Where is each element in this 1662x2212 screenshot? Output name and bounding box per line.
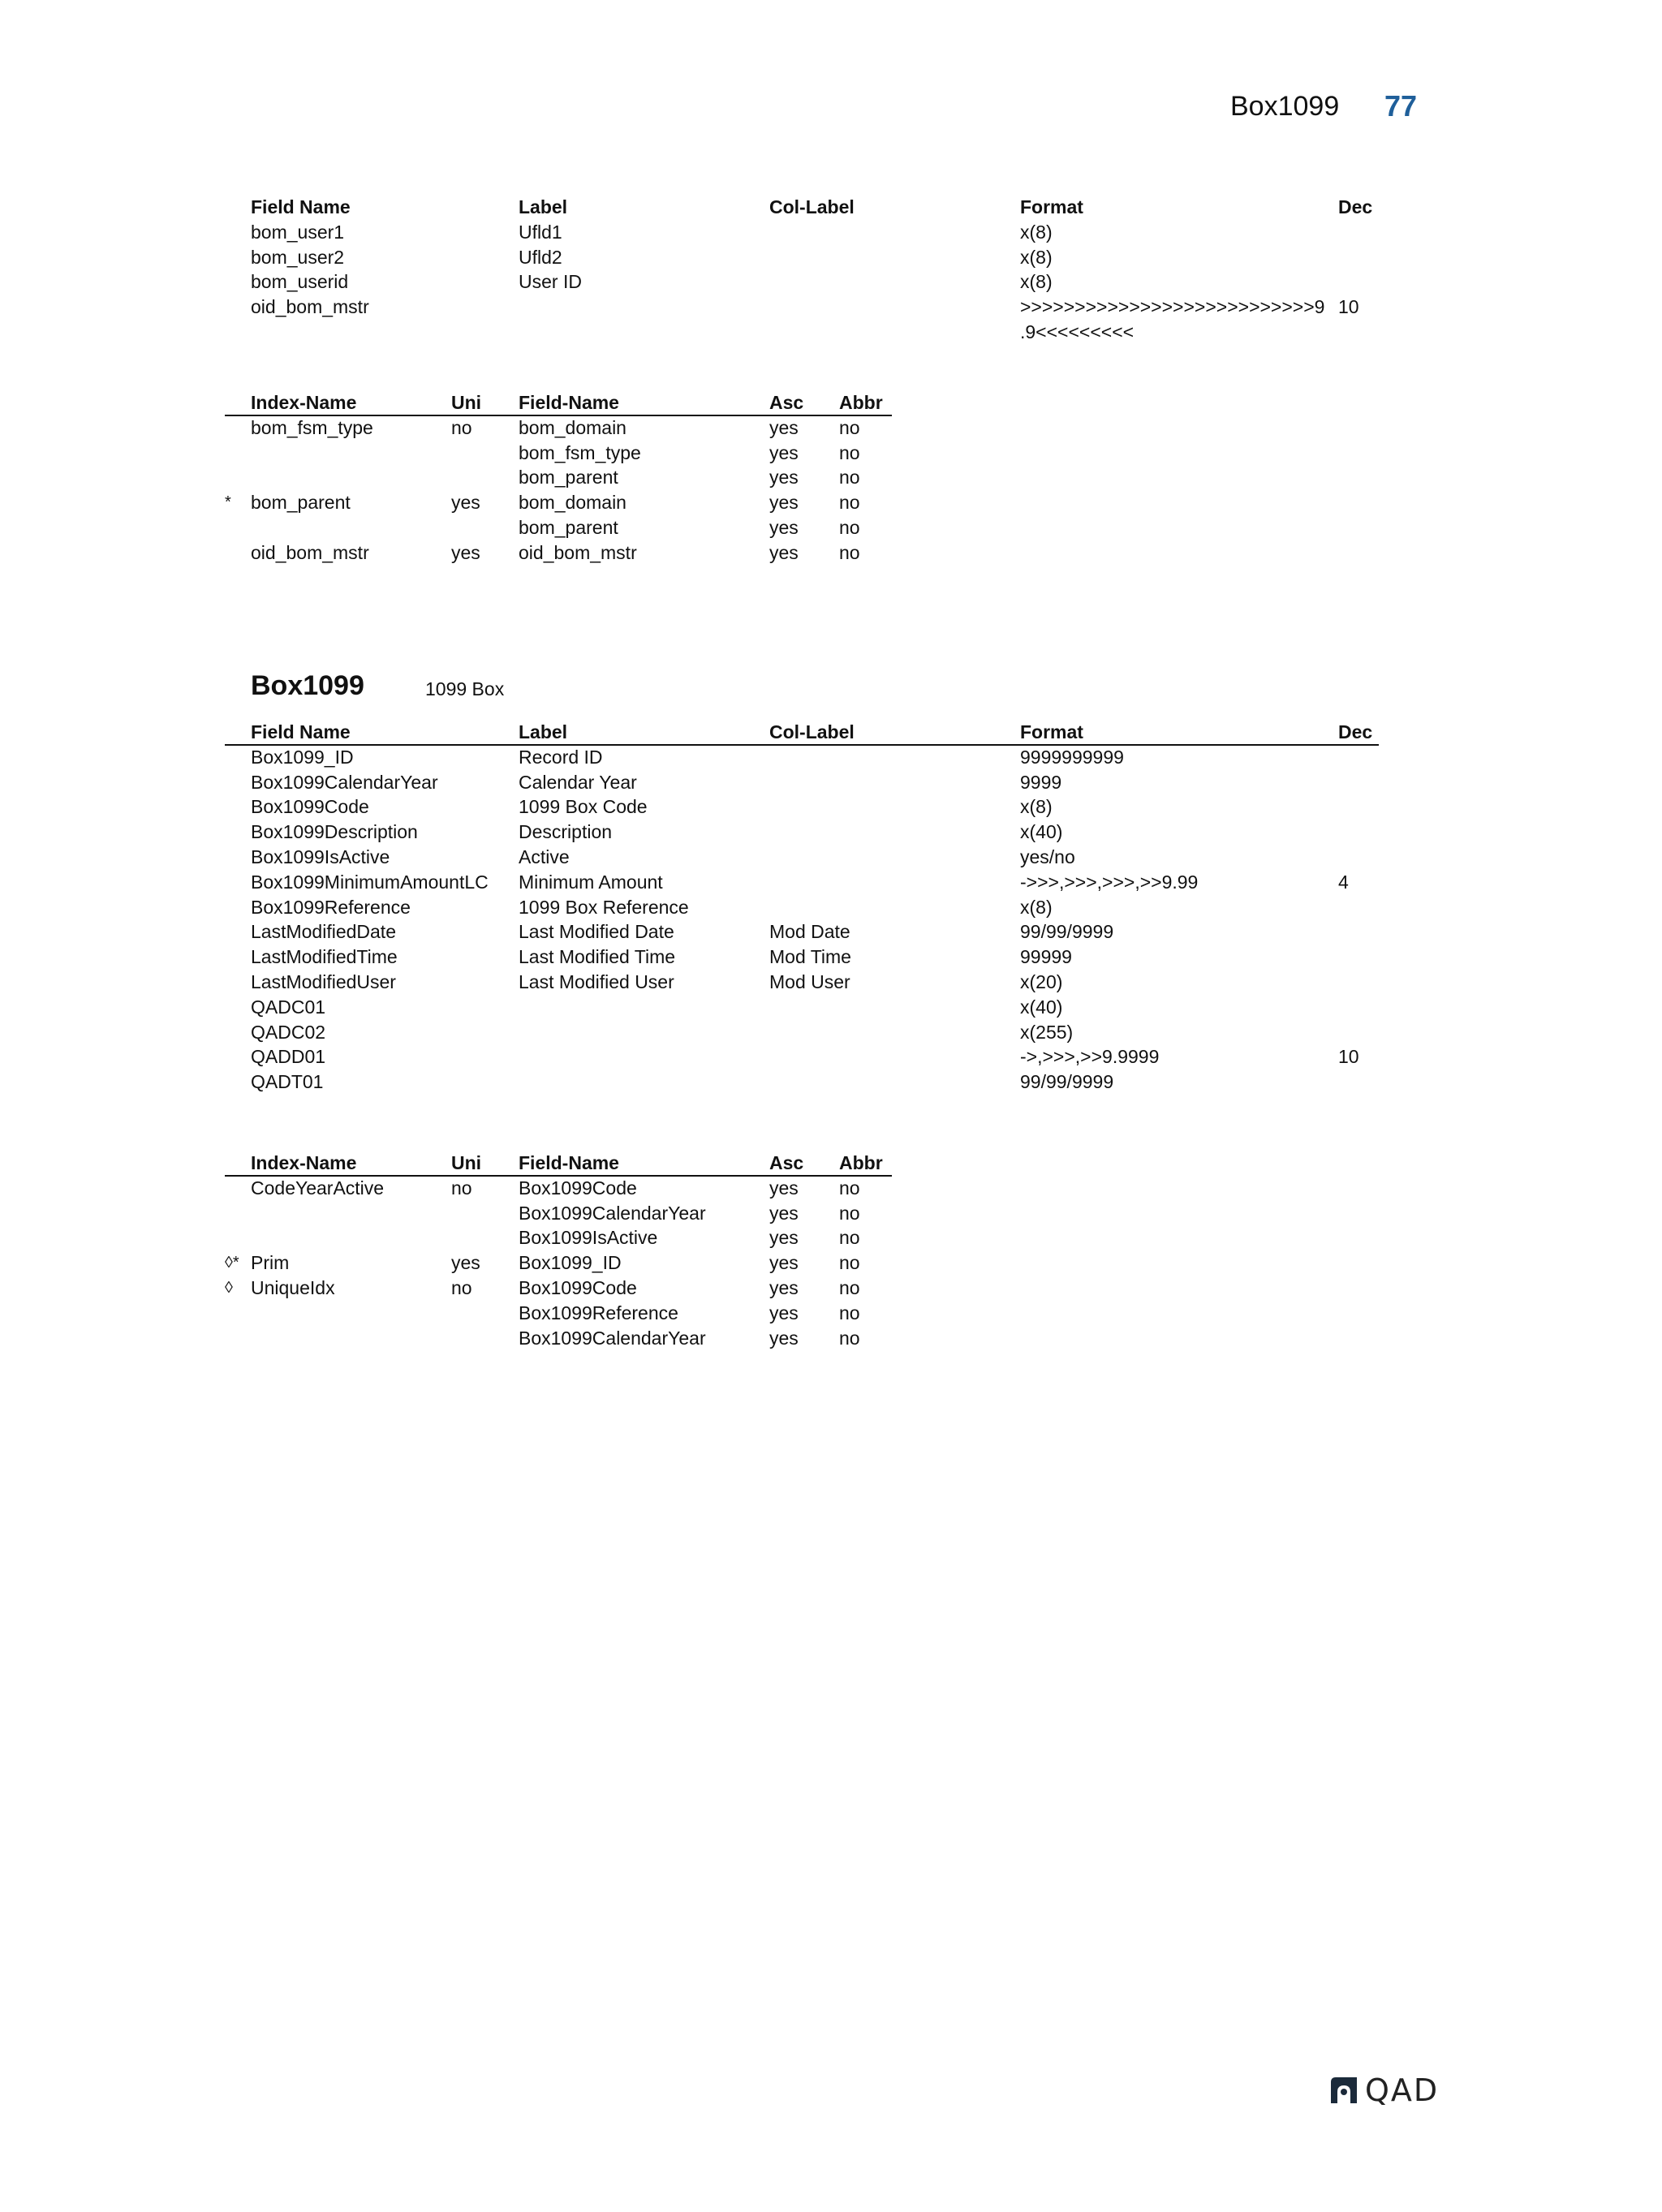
table-description: 1099 Box (425, 678, 505, 699)
table-cell: 9999999999 (1020, 746, 1124, 768)
table-cell: no (839, 441, 860, 463)
table-cell: no (839, 467, 860, 488)
table-cell: no (451, 1177, 472, 1199)
column-header: Uni (451, 1152, 482, 1173)
table-cell: Minimum Amount (519, 871, 663, 893)
table-cell: 9999 (1020, 771, 1062, 793)
table-cell: >>>>>>>>>>>>>>>>>>>>>>>>>>>9 (1020, 296, 1325, 318)
table-cell: Box1099_ID (251, 746, 354, 768)
table-cell: yes (769, 492, 799, 514)
table-cell: User ID (519, 271, 582, 293)
table-row (251, 794, 1379, 820)
table-cell: no (839, 416, 860, 438)
field-table-continued (251, 195, 1379, 345)
table-cell: Mod Date (769, 921, 850, 943)
table-cell: CodeYearActive (251, 1177, 385, 1199)
table-cell: Calendar Year (519, 771, 637, 793)
table-cell: bom_fsm_type (251, 416, 373, 438)
column-header: Uni (451, 392, 482, 413)
table-cell: bom_user2 (251, 246, 345, 268)
table-row (251, 320, 1379, 345)
table-cell: Ufld1 (519, 221, 562, 243)
table-cell: no (839, 1327, 860, 1349)
table-cell: Description (519, 821, 613, 843)
table-cell: 10 (1338, 296, 1359, 318)
column-header: Format (1020, 721, 1083, 742)
table-cell: Box1099_ID (519, 1252, 622, 1274)
table-row (225, 490, 892, 515)
index-marker: ◊* (225, 1254, 239, 1272)
qad-logo (1329, 2072, 1439, 2108)
table-cell: yes (769, 1227, 799, 1249)
table-cell: Last Modified User (519, 970, 674, 992)
column-header: Field Name (251, 721, 351, 742)
column-header: Asc (769, 1152, 804, 1173)
table-cell: oid_bom_mstr (251, 296, 369, 318)
column-header: Field-Name (519, 1152, 619, 1173)
table-row (251, 919, 1379, 945)
table-row (251, 845, 1379, 870)
table-cell: Last Modified Time (519, 946, 676, 968)
table-header-row (251, 1151, 892, 1176)
column-header: Col-Label (769, 196, 855, 217)
table-cell: x(8) (1020, 246, 1053, 268)
table-cell: Box1099CalendarYear (251, 771, 438, 793)
table-row (251, 441, 892, 466)
table-row (251, 1201, 892, 1226)
index-table-box1099 (225, 1151, 892, 1350)
table-cell: bom_user1 (251, 221, 345, 243)
index-table-bom (225, 390, 892, 566)
table-cell: Active (519, 846, 570, 867)
table-row (251, 995, 1379, 1020)
table-row (251, 1225, 892, 1250)
table-row (251, 1176, 892, 1201)
table-cell: ->>>,>>>,>>>,>>9.99 (1020, 871, 1199, 893)
table-cell: Mod Time (769, 946, 851, 968)
table-row (251, 945, 1379, 970)
table-row (251, 820, 1379, 845)
table-cell: x(20) (1020, 970, 1063, 992)
table-cell: yes (769, 441, 799, 463)
table-cell: x(8) (1020, 796, 1053, 818)
table-cell: Box1099Description (251, 821, 418, 843)
table-row (251, 245, 1379, 270)
table-header-row (251, 720, 1379, 745)
table-cell: QADD01 (251, 1046, 326, 1068)
table-cell: Box1099IsActive (251, 846, 390, 867)
table-row (225, 1276, 892, 1301)
table-cell: Mod User (769, 970, 850, 992)
column-header: Field Name (251, 196, 351, 217)
index-marker: ◊ (225, 1278, 233, 1297)
column-header: Label (519, 196, 568, 217)
table-cell: .9<<<<<<<<< (1020, 321, 1135, 342)
table-cell: no (839, 1202, 860, 1224)
table-cell: no (839, 516, 860, 538)
column-header: Dec (1338, 196, 1373, 217)
table-row (251, 295, 1379, 320)
table-cell: yes (451, 492, 480, 514)
table-cell: LastModifiedDate (251, 921, 396, 943)
table-cell: no (839, 1302, 860, 1323)
table-cell: x(255) (1020, 1021, 1074, 1043)
table-cell: yes (769, 1276, 799, 1298)
table-cell: x(40) (1020, 821, 1063, 843)
column-header: Dec (1338, 721, 1373, 742)
column-header: Col-Label (769, 721, 855, 742)
table-cell: yes (769, 416, 799, 438)
table-row (251, 540, 892, 566)
table-cell: yes (769, 1177, 799, 1199)
table-row (251, 515, 892, 540)
column-header: Label (519, 721, 568, 742)
table-cell: Box1099Code (519, 1276, 637, 1298)
table-cell: no (839, 1177, 860, 1199)
table-cell: x(8) (1020, 221, 1053, 243)
column-header: Index-Name (251, 392, 357, 413)
page-number: 77 (1384, 89, 1418, 123)
table-row (251, 745, 1379, 770)
table-cell: Record ID (519, 746, 603, 768)
table-row (251, 870, 1379, 895)
table-cell: oid_bom_mstr (251, 541, 369, 563)
index-marker: * (225, 493, 231, 512)
table-cell: QADT01 (251, 1071, 324, 1093)
table-cell: no (839, 541, 860, 563)
table-cell: no (839, 492, 860, 514)
table-cell: no (839, 1276, 860, 1298)
table-cell: Prim (251, 1252, 290, 1274)
table-cell: Box1099Code (519, 1177, 637, 1199)
table-cell: yes (769, 1327, 799, 1349)
table-cell: 10 (1338, 1046, 1359, 1068)
table-cell: 1099 Box Code (519, 796, 648, 818)
table-cell: 1099 Box Reference (519, 896, 689, 918)
table-cell: Box1099Code (251, 796, 369, 818)
column-header: Field-Name (519, 392, 619, 413)
column-header: Format (1020, 196, 1083, 217)
column-header: Asc (769, 392, 804, 413)
table-cell: Last Modified Date (519, 921, 674, 943)
table-cell: yes (769, 1252, 799, 1274)
table-cell: x(8) (1020, 271, 1053, 293)
table-cell: bom_domain (519, 416, 626, 438)
table-header-row (251, 195, 1379, 220)
table-cell: no (451, 1276, 472, 1298)
table-row (251, 220, 1379, 245)
table-cell: 99/99/9999 (1020, 1071, 1114, 1093)
table-cell: yes/no (1020, 846, 1075, 867)
table-cell: Box1099CalendarYear (519, 1202, 706, 1224)
table-row (251, 1020, 1379, 1045)
table-row (251, 1044, 1379, 1069)
table-cell: Box1099MinimumAmountLC (251, 871, 489, 893)
table-cell: ->,>>>,>>9.9999 (1020, 1046, 1160, 1068)
table-cell: bom_parent (251, 492, 351, 514)
table-cell: oid_bom_mstr (519, 541, 637, 563)
table-cell: Box1099CalendarYear (519, 1327, 706, 1349)
table-row (251, 770, 1379, 795)
table-row (251, 970, 1379, 995)
table-cell: Box1099Reference (519, 1302, 678, 1323)
running-header-title: Box1099 (1230, 91, 1340, 122)
table-row (251, 1301, 892, 1326)
table-cell: bom_parent (519, 516, 618, 538)
table-cell: 99/99/9999 (1020, 921, 1114, 943)
table-row (251, 1069, 1379, 1095)
table-row (251, 1326, 892, 1351)
table-row (251, 415, 892, 441)
table-cell: yes (769, 1302, 799, 1323)
table-cell: bom_parent (519, 467, 618, 488)
table-cell: bom_fsm_type (519, 441, 641, 463)
table-header-row (251, 390, 892, 415)
table-cell: 99999 (1020, 946, 1072, 968)
table-row (225, 1250, 892, 1276)
table-cell: QADC01 (251, 996, 326, 1018)
table-cell: bom_userid (251, 271, 349, 293)
table-cell: no (839, 1227, 860, 1249)
table-cell: UniqueIdx (251, 1276, 335, 1298)
column-header: Abbr (839, 1152, 883, 1173)
table-cell: Box1099IsActive (519, 1227, 658, 1249)
column-header: Abbr (839, 392, 883, 413)
table-cell: no (451, 416, 472, 438)
table-row (251, 465, 892, 490)
table-cell: bom_domain (519, 492, 626, 514)
table-cell: no (839, 1252, 860, 1274)
qad-logo-icon (1329, 2076, 1358, 2105)
table-row (251, 269, 1379, 295)
table-cell: LastModifiedUser (251, 970, 396, 992)
table-cell: yes (451, 1252, 480, 1274)
table-cell: QADC02 (251, 1021, 326, 1043)
table-cell: x(40) (1020, 996, 1063, 1018)
table-cell: yes (769, 516, 799, 538)
table-cell: Ufld2 (519, 246, 562, 268)
table-cell: yes (769, 541, 799, 563)
qad-logo-text: QAD (1365, 2072, 1440, 2108)
table-cell: 4 (1338, 871, 1349, 893)
table-row (251, 895, 1379, 920)
table-cell: Box1099Reference (251, 896, 411, 918)
table-cell: yes (451, 541, 480, 563)
table-cell: yes (769, 467, 799, 488)
table-title: Box1099 (251, 670, 364, 701)
table-cell: yes (769, 1202, 799, 1224)
table-cell: x(8) (1020, 896, 1053, 918)
table-cell: LastModifiedTime (251, 946, 398, 968)
field-table-box1099 (251, 720, 1379, 1095)
column-header: Index-Name (251, 1152, 357, 1173)
